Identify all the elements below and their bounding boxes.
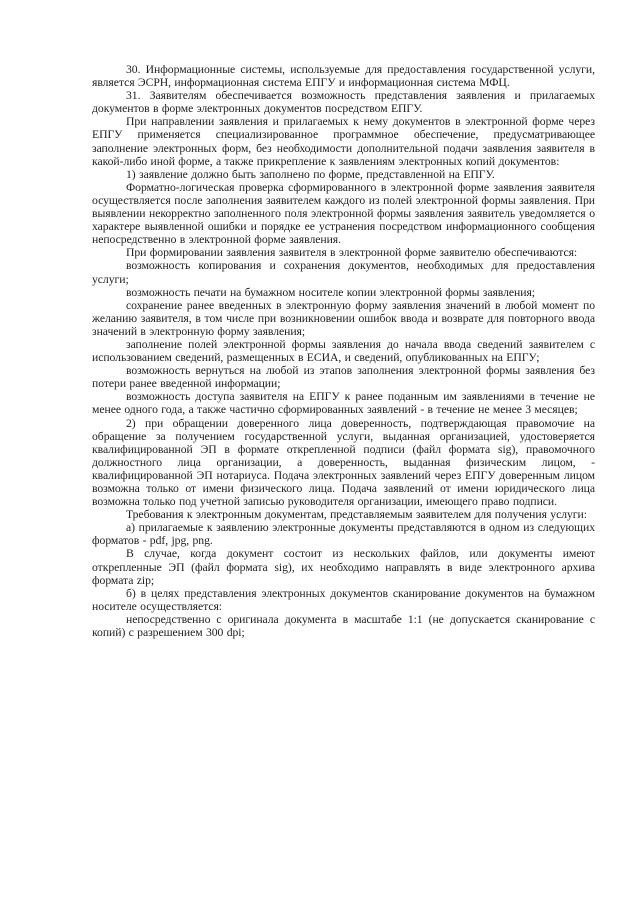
paragraph-multi-file: В случае, когда документ состоит из нескольких файлов, или документы имеют открепленные ЭП (файл формата sig), их необходимо направлять в виде электронного архива формата zip; <box>92 547 595 587</box>
paragraph-30: 30. Информационные системы, используемые для предоставления государственной услуги, является ЭСРН, информационная система ЕПГУ и информационная система МФЦ. <box>92 63 595 90</box>
paragraph-save-values: сохранение ранее введенных в электронную форму заявления значений в любой момент по желанию заявителя, в том числе при возникновении ошибок ввода и возврате для повторного ввода значений в электронную форму заявления; <box>92 298 595 338</box>
paragraph-provided-features: При формировании заявления заявителя в электронной форме заявителю обеспечиваются: <box>126 246 578 260</box>
paragraph-prefill: заполнение полей электронной формы заявления до начала ввода сведений заявителем с использованием сведений, размещенных в ЕСИА, и сведений, опубликованных на ЕПГУ; <box>92 337 595 365</box>
paragraph-return-step: возможность вернуться на любой из этапов заполнения электронной формы заявления без потери ранее введенной информации; <box>92 364 595 391</box>
paragraph-copy-save: возможность копирования и сохранения документов, необходимых для предоставления услуги; <box>92 259 595 286</box>
paragraph-format-check: Форматно-логическая проверка сформированного в электронной форме заявления заявителя осуществляется после заполнения заявителем каждого из полей электронной формы заявления. При выявлении некорректно заполненного поля электронной формы заявления заявитель уведомляется о характере выявленной ошибки и порядке ее устранения посредством информационного сообщения непосредственно в электронной форме заявления. <box>92 180 595 247</box>
paragraph-31: 31. Заявителям обеспечивается возможность представления заявления и прилагаемых документов в форме электронных документов посредством ЕПГУ. <box>92 89 595 116</box>
paragraph-print: возможность печати на бумажном носителе копии электронной формы заявления; <box>126 285 535 299</box>
paragraph-requirements: Требования к электронным документам, представляемым заявителем для получения услуги: <box>126 508 587 522</box>
document-page <box>92 63 595 639</box>
paragraph-item-b: б) в целях представления электронных документов сканирование документов на бумажном носителе осуществляется: <box>92 586 595 613</box>
paragraph-item-a: а) прилагаемые к заявлению электронные документы представляются в одном из следующих форматов - pdf, jpg, png. <box>92 521 595 548</box>
paragraph-item-2: 2) при обращении доверенного лица доверенность, подтверждающая правомочие на обращение за получением государственной услуги, выданная организацией, удостоверяется квалифицированной ЭП в формате открепленной подписи (файл формата sig), правомочного должностного лица организации, а доверенность, выданная физическим лицом, - квалифицированной ЭП нотариуса. Подача электронных заявлений через ЕПГУ доверенным лицом возможна только от имени физического лица. Подача заявлений от имени юридического лица возможна только под учетной записью руководителя организации, имеющего право подписи. <box>92 416 595 509</box>
paragraph-access-history: возможность доступа заявителя на ЕПГУ к ранее поданным им заявлениями в течение не менее одного года, а также частично сформированных заявлений - в течение не менее 3 месяцев; <box>92 390 595 417</box>
paragraph-scan-original: непосредственно с оригинала документа в масштабе 1:1 (не допускается сканирование с копий) с разрешением 300 dpi; <box>92 612 595 640</box>
paragraph-epgu-submission: При направлении заявления и прилагаемых к нему документов в электронной форме через ЕПГУ применяется специализированное программное обеспечение, предусматривающее заполнение электронных форм, без необходимости дополнительной подачи заявления заявителя в какой-либо иной форме, а также прикрепление к заявлениям электронных копий документов: <box>92 115 595 168</box>
paragraph-item-1: 1) заявление должно быть заполнено по форме, представленной на ЕПГУ. <box>126 167 495 181</box>
